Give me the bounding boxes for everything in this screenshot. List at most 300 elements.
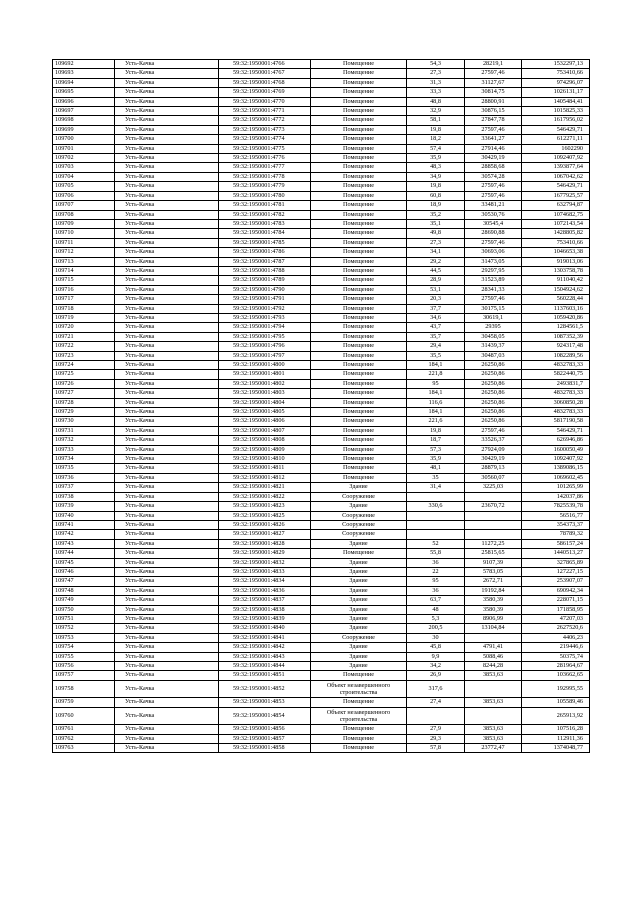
locality-cell: Усть-Качка — [115, 144, 219, 153]
cadastral-number-cell: 59:32:1950001:4774 — [219, 135, 311, 144]
locality-cell: Усть-Качка — [115, 389, 219, 398]
table-row — [53, 248, 590, 257]
cadastral-number-cell: 59:32:1950001:4789 — [219, 276, 311, 285]
area-cell: 184,1 — [407, 408, 465, 417]
cadastral-value-cell: 228071,15 — [522, 596, 590, 605]
table-row — [53, 436, 590, 445]
locality-cell: Усть-Качка — [115, 276, 219, 285]
object-type-cell: Сооружение — [311, 520, 407, 529]
unit-cost-cell: 3225,03 — [465, 483, 522, 492]
cadastral-value-cell: 103662,65 — [522, 671, 590, 680]
cadastral-number-cell: 59:32:1950001:4823 — [219, 502, 311, 511]
unit-cost-cell: 26250,86 — [465, 408, 522, 417]
cadastral-number-cell: 59:32:1950001:4788 — [219, 266, 311, 275]
object-type-cell: Помещение — [311, 445, 407, 454]
unit-cost-cell: 26250,86 — [465, 379, 522, 388]
cadastral-value-cell: 171858,95 — [522, 605, 590, 614]
locality-cell: Усть-Качка — [115, 295, 219, 304]
row-number-cell: 109722 — [53, 342, 115, 351]
table-row — [53, 417, 590, 426]
table-row — [53, 361, 590, 370]
row-number-cell: 109739 — [53, 502, 115, 511]
cadastral-number-cell: 59:32:1950001:4769 — [219, 88, 311, 97]
row-number-cell: 109749 — [53, 596, 115, 605]
cadastral-number-cell: 59:32:1950001:4777 — [219, 163, 311, 172]
cadastral-value-cell: 112911,36 — [522, 734, 590, 743]
area-cell: 95 — [407, 577, 465, 586]
row-number-cell: 109735 — [53, 464, 115, 473]
unit-cost-cell: 26250,86 — [465, 389, 522, 398]
cadastral-value-cell: 612271,11 — [522, 135, 590, 144]
locality-cell: Усть-Качка — [115, 201, 219, 210]
cadastral-number-cell: 59:32:1950001:4792 — [219, 304, 311, 313]
row-number-cell: 109730 — [53, 417, 115, 426]
cadastral-value-cell: 919013,06 — [522, 257, 590, 266]
cadastral-number-cell: 59:32:1950001:4851 — [219, 671, 311, 680]
object-type-cell: Помещение — [311, 370, 407, 379]
cadastral-value-cell: 1504924,62 — [522, 285, 590, 294]
area-cell: 5,3 — [407, 614, 465, 623]
area-cell: 35,9 — [407, 455, 465, 464]
cadastral-number-cell: 59:32:1950001:4775 — [219, 144, 311, 153]
cadastral-number-cell: 59:32:1950001:4790 — [219, 285, 311, 294]
object-type-cell: Помещение — [311, 154, 407, 163]
table-row — [53, 78, 590, 87]
locality-cell: Усть-Качка — [115, 229, 219, 238]
object-type-cell: Помещение — [311, 257, 407, 266]
row-number-cell: 109707 — [53, 201, 115, 210]
unit-cost-cell: 33481,21 — [465, 201, 522, 210]
table-row — [53, 662, 590, 671]
table-row — [53, 163, 590, 172]
object-type-cell: Помещение — [311, 313, 407, 322]
area-cell: 34,9 — [407, 172, 465, 181]
row-number-cell: 109755 — [53, 652, 115, 661]
object-type-cell: Сооружение — [311, 530, 407, 539]
locality-cell: Усть-Качка — [115, 633, 219, 642]
area-cell: 49,8 — [407, 229, 465, 238]
cadastral-value-cell: 546429,71 — [522, 426, 590, 435]
cadastral-number-cell: 59:32:1950001:4844 — [219, 662, 311, 671]
row-number-cell: 109708 — [53, 210, 115, 219]
area-cell: 53,1 — [407, 285, 465, 294]
object-type-cell: Помещение — [311, 172, 407, 181]
unit-cost-cell — [465, 520, 522, 529]
object-type-cell: Помещение — [311, 78, 407, 87]
table-row — [53, 201, 590, 210]
table-row — [53, 304, 590, 313]
cadastral-number-cell: 59:32:1950001:4825 — [219, 511, 311, 520]
area-cell: 52 — [407, 539, 465, 548]
object-type-cell: Помещение — [311, 295, 407, 304]
object-type-cell: Здание — [311, 502, 407, 511]
area-cell: 27,3 — [407, 238, 465, 247]
cadastral-value-cell: 142037,86 — [522, 492, 590, 501]
table-row — [53, 219, 590, 228]
cadastral-value-cell: 1389086,15 — [522, 464, 590, 473]
table-row — [53, 266, 590, 275]
area-cell: 31,3 — [407, 78, 465, 87]
cadastral-number-cell: 59:32:1950001:4853 — [219, 698, 311, 707]
object-type-cell: Объект незавершенного строительства — [311, 680, 407, 698]
row-number-cell: 109715 — [53, 276, 115, 285]
area-cell: 19,8 — [407, 125, 465, 134]
locality-cell: Усть-Качка — [115, 577, 219, 586]
table-row — [53, 492, 590, 501]
object-type-cell: Помещение — [311, 473, 407, 482]
locality-cell: Усть-Качка — [115, 285, 219, 294]
row-number-cell: 109710 — [53, 229, 115, 238]
cadastral-number-cell: 59:32:1950001:4783 — [219, 219, 311, 228]
cadastral-value-cell: 1393877,64 — [522, 163, 590, 172]
area-cell: 43,7 — [407, 323, 465, 332]
row-number-cell: 109701 — [53, 144, 115, 153]
cadastral-value-cell: 4832783,33 — [522, 408, 590, 417]
cadastral-value-cell: 1069602,45 — [522, 473, 590, 482]
table-row — [53, 502, 590, 511]
locality-cell: Усть-Качка — [115, 342, 219, 351]
cadastral-number-cell: 59:32:1950001:4837 — [219, 596, 311, 605]
object-type-cell: Помещение — [311, 88, 407, 97]
row-number-cell: 109726 — [53, 379, 115, 388]
cadastral-value-cell: 105589,46 — [522, 698, 590, 707]
locality-cell: Усть-Качка — [115, 473, 219, 482]
unit-cost-cell: 26250,86 — [465, 370, 522, 379]
table-row — [53, 707, 590, 725]
area-cell: 28,9 — [407, 276, 465, 285]
row-number-cell: 109719 — [53, 313, 115, 322]
table-row — [53, 734, 590, 743]
object-type-cell: Помещение — [311, 182, 407, 191]
unit-cost-cell: 28800,91 — [465, 97, 522, 106]
table-row — [53, 332, 590, 341]
document-page — [52, 59, 589, 753]
locality-cell: Усть-Качка — [115, 417, 219, 426]
unit-cost-cell: 11272,25 — [465, 539, 522, 548]
locality-cell: Усть-Качка — [115, 614, 219, 623]
row-number-cell: 109711 — [53, 238, 115, 247]
locality-cell: Усть-Качка — [115, 698, 219, 707]
locality-cell: Усть-Качка — [115, 662, 219, 671]
cadastral-value-cell: 5817190,58 — [522, 417, 590, 426]
cadastral-value-cell: 1532297,13 — [522, 60, 590, 69]
area-cell: 48 — [407, 605, 465, 614]
locality-cell: Усть-Качка — [115, 464, 219, 473]
unit-cost-cell — [465, 707, 522, 725]
locality-cell: Усть-Качка — [115, 734, 219, 743]
object-type-cell: Здание — [311, 652, 407, 661]
area-cell: 34,2 — [407, 662, 465, 671]
cadastral-number-cell: 59:32:1950001:4829 — [219, 549, 311, 558]
cadastral-value-cell: 1303758,78 — [522, 266, 590, 275]
cadastral-value-cell: 1617956,02 — [522, 116, 590, 125]
table-row — [53, 135, 590, 144]
cadastral-value-cell: 1082289,56 — [522, 351, 590, 360]
unit-cost-cell: 30487,03 — [465, 351, 522, 360]
table-row — [53, 614, 590, 623]
object-type-cell: Помещение — [311, 426, 407, 435]
unit-cost-cell: 31473,05 — [465, 257, 522, 266]
unit-cost-cell — [465, 680, 522, 698]
object-type-cell: Помещение — [311, 361, 407, 370]
row-number-cell: 109695 — [53, 88, 115, 97]
object-type-cell: Помещение — [311, 389, 407, 398]
unit-cost-cell: 27597,46 — [465, 191, 522, 200]
area-cell: 9,9 — [407, 652, 465, 661]
unit-cost-cell — [465, 492, 522, 501]
row-number-cell: 109702 — [53, 154, 115, 163]
cadastral-value-cell: 1059420,86 — [522, 313, 590, 322]
row-number-cell: 109716 — [53, 285, 115, 294]
area-cell: 29,2 — [407, 257, 465, 266]
locality-cell: Усть-Качка — [115, 605, 219, 614]
row-number-cell: 109746 — [53, 567, 115, 576]
cadastral-number-cell: 59:32:1950001:4791 — [219, 295, 311, 304]
cadastral-value-cell: 101265,99 — [522, 483, 590, 492]
cadastral-number-cell: 59:32:1950001:4809 — [219, 445, 311, 454]
unit-cost-cell: 31439,37 — [465, 342, 522, 351]
object-type-cell: Помещение — [311, 285, 407, 294]
object-type-cell: Помещение — [311, 464, 407, 473]
object-type-cell: Помещение — [311, 107, 407, 116]
table-row — [53, 473, 590, 482]
locality-cell: Усть-Качка — [115, 172, 219, 181]
cadastral-number-cell: 59:32:1950001:4801 — [219, 370, 311, 379]
row-number-cell: 109740 — [53, 511, 115, 520]
cadastral-value-cell: 1600050,49 — [522, 445, 590, 454]
object-type-cell: Помещение — [311, 125, 407, 134]
table-row — [53, 483, 590, 492]
cadastral-number-cell: 59:32:1950001:4838 — [219, 605, 311, 614]
cadastral-value-cell: 1677925,57 — [522, 191, 590, 200]
area-cell: 29,4 — [407, 342, 465, 351]
table-row — [53, 88, 590, 97]
object-type-cell: Помещение — [311, 398, 407, 407]
locality-cell: Усть-Качка — [115, 483, 219, 492]
cadastral-number-cell: 59:32:1950001:4826 — [219, 520, 311, 529]
unit-cost-cell: 30545,4 — [465, 219, 522, 228]
area-cell: 184,1 — [407, 361, 465, 370]
cadastral-number-cell: 59:32:1950001:4800 — [219, 361, 311, 370]
object-type-cell: Здание — [311, 662, 407, 671]
table-row — [53, 191, 590, 200]
row-number-cell: 109729 — [53, 408, 115, 417]
area-cell — [407, 530, 465, 539]
unit-cost-cell: 30814,75 — [465, 88, 522, 97]
table-row — [53, 680, 590, 698]
cadastral-number-cell: 59:32:1950001:4821 — [219, 483, 311, 492]
area-cell: 35,7 — [407, 332, 465, 341]
table-row — [53, 144, 590, 153]
cadastral-number-cell: 59:32:1950001:4776 — [219, 154, 311, 163]
unit-cost-cell: 30458,05 — [465, 332, 522, 341]
area-cell: 55,8 — [407, 549, 465, 558]
table-row — [53, 182, 590, 191]
table-row — [53, 313, 590, 322]
area-cell — [407, 511, 465, 520]
table-row — [53, 577, 590, 586]
object-type-cell: Помещение — [311, 201, 407, 210]
row-number-cell: 109725 — [53, 370, 115, 379]
object-type-cell: Сооружение — [311, 511, 407, 520]
cadastral-number-cell: 59:32:1950001:4840 — [219, 624, 311, 633]
cadastral-number-cell: 59:32:1950001:4842 — [219, 643, 311, 652]
object-type-cell: Помещение — [311, 671, 407, 680]
row-number-cell: 109753 — [53, 633, 115, 642]
locality-cell: Усть-Качка — [115, 680, 219, 698]
cadastral-value-cell: 690942,34 — [522, 586, 590, 595]
row-number-cell: 109706 — [53, 191, 115, 200]
locality-cell: Усть-Качка — [115, 116, 219, 125]
cadastral-number-cell: 59:32:1950001:4766 — [219, 60, 311, 69]
area-cell: 330,6 — [407, 502, 465, 511]
cadastral-number-cell: 59:32:1950001:4812 — [219, 473, 311, 482]
unit-cost-cell: 25815,65 — [465, 549, 522, 558]
locality-cell: Усть-Качка — [115, 238, 219, 247]
cadastral-value-cell: 219446,6 — [522, 643, 590, 652]
object-type-cell: Помещение — [311, 135, 407, 144]
area-cell: 57,4 — [407, 144, 465, 153]
unit-cost-cell: 27597,46 — [465, 125, 522, 134]
row-number-cell: 109756 — [53, 662, 115, 671]
cadastral-number-cell: 59:32:1950001:4771 — [219, 107, 311, 116]
area-cell: 20,3 — [407, 295, 465, 304]
table-row — [53, 295, 590, 304]
cadastral-value-cell: 5822440,75 — [522, 370, 590, 379]
table-row — [53, 605, 590, 614]
unit-cost-cell: 28858,68 — [465, 163, 522, 172]
table-row — [53, 351, 590, 360]
unit-cost-cell: 30574,28 — [465, 172, 522, 181]
locality-cell: Усть-Качка — [115, 69, 219, 78]
area-cell: 34,6 — [407, 313, 465, 322]
locality-cell: Усть-Качка — [115, 596, 219, 605]
cadastral-value-cell: 626946,86 — [522, 436, 590, 445]
locality-cell: Усть-Качка — [115, 744, 219, 753]
object-type-cell: Здание — [311, 624, 407, 633]
area-cell: 36 — [407, 586, 465, 595]
locality-cell: Усть-Качка — [115, 182, 219, 191]
row-number-cell: 109760 — [53, 707, 115, 725]
unit-cost-cell: 30693,06 — [465, 248, 522, 257]
unit-cost-cell: 30429,19 — [465, 455, 522, 464]
row-number-cell: 109718 — [53, 304, 115, 313]
row-number-cell: 109714 — [53, 266, 115, 275]
object-type-cell: Помещение — [311, 69, 407, 78]
locality-cell: Усть-Качка — [115, 671, 219, 680]
cadastral-number-cell: 59:32:1950001:4806 — [219, 417, 311, 426]
row-number-cell: 109738 — [53, 492, 115, 501]
table-row — [53, 125, 590, 134]
cadastral-value-cell: 127227,15 — [522, 567, 590, 576]
cadastral-value-cell: 974296,07 — [522, 78, 590, 87]
unit-cost-cell: 8906,99 — [465, 614, 522, 623]
locality-cell: Усть-Качка — [115, 361, 219, 370]
table-row — [53, 464, 590, 473]
locality-cell: Усть-Качка — [115, 549, 219, 558]
locality-cell: Усть-Качка — [115, 502, 219, 511]
area-cell: 116,6 — [407, 398, 465, 407]
cadastral-value-cell: 1428805,82 — [522, 229, 590, 238]
object-type-cell: Помещение — [311, 266, 407, 275]
row-number-cell: 109694 — [53, 78, 115, 87]
locality-cell: Усть-Качка — [115, 707, 219, 725]
cadastral-value-cell: 1374048,77 — [522, 744, 590, 753]
locality-cell: Усть-Качка — [115, 313, 219, 322]
row-number-cell: 109754 — [53, 643, 115, 652]
cadastral-number-cell: 59:32:1950001:4807 — [219, 426, 311, 435]
row-number-cell: 109751 — [53, 614, 115, 623]
area-cell: 32,9 — [407, 107, 465, 116]
cadastral-number-cell: 59:32:1950001:4822 — [219, 492, 311, 501]
unit-cost-cell — [465, 511, 522, 520]
area-cell: 48,8 — [407, 97, 465, 106]
row-number-cell: 109709 — [53, 219, 115, 228]
locality-cell: Усть-Качка — [115, 624, 219, 633]
cadastral-number-cell: 59:32:1950001:4805 — [219, 408, 311, 417]
cadastral-number-cell: 59:32:1950001:4857 — [219, 734, 311, 743]
unit-cost-cell: 2672,71 — [465, 577, 522, 586]
row-number-cell: 109700 — [53, 135, 115, 144]
area-cell: 18,2 — [407, 135, 465, 144]
row-number-cell: 109704 — [53, 172, 115, 181]
area-cell: 22 — [407, 567, 465, 576]
locality-cell: Усть-Качка — [115, 60, 219, 69]
cadastral-value-cell: 253907,07 — [522, 577, 590, 586]
row-number-cell: 109748 — [53, 586, 115, 595]
object-type-cell: Помещение — [311, 276, 407, 285]
table-row — [53, 744, 590, 753]
cadastral-number-cell: 59:32:1950001:4793 — [219, 313, 311, 322]
row-number-cell: 109703 — [53, 163, 115, 172]
area-cell: 60,8 — [407, 191, 465, 200]
row-number-cell: 109713 — [53, 257, 115, 266]
locality-cell: Усть-Качка — [115, 567, 219, 576]
locality-cell: Усть-Качка — [115, 154, 219, 163]
area-cell: 184,1 — [407, 389, 465, 398]
cadastral-number-cell: 59:32:1950001:4854 — [219, 707, 311, 725]
table-row — [53, 558, 590, 567]
row-number-cell: 109736 — [53, 473, 115, 482]
table-row — [53, 445, 590, 454]
table-row — [53, 389, 590, 398]
cadastral-number-cell: 59:32:1950001:4772 — [219, 116, 311, 125]
cadastral-value-cell: 265913,92 — [522, 707, 590, 725]
cadastral-value-cell: 1405484,41 — [522, 97, 590, 106]
cadastral-value-cell: 911040,42 — [522, 276, 590, 285]
cadastral-number-cell: 59:32:1950001:4836 — [219, 586, 311, 595]
cadastral-value-cell: 1074682,75 — [522, 210, 590, 219]
unit-cost-cell: 13104,84 — [465, 624, 522, 633]
row-number-cell: 109761 — [53, 725, 115, 734]
locality-cell: Усть-Качка — [115, 398, 219, 407]
cadastral-value-cell: 7825539,78 — [522, 502, 590, 511]
locality-cell: Усть-Качка — [115, 643, 219, 652]
table-row — [53, 586, 590, 595]
object-type-cell: Помещение — [311, 417, 407, 426]
unit-cost-cell: 3853,63 — [465, 734, 522, 743]
cadastral-value-cell: 1072143,54 — [522, 219, 590, 228]
object-type-cell: Помещение — [311, 304, 407, 313]
row-number-cell: 109757 — [53, 671, 115, 680]
row-number-cell: 109727 — [53, 389, 115, 398]
row-number-cell: 109758 — [53, 680, 115, 698]
object-type-cell: Помещение — [311, 144, 407, 153]
object-type-cell: Сооружение — [311, 633, 407, 642]
cadastral-number-cell: 59:32:1950001:4780 — [219, 191, 311, 200]
cadastral-number-cell: 59:32:1950001:4841 — [219, 633, 311, 642]
area-cell: 35 — [407, 473, 465, 482]
